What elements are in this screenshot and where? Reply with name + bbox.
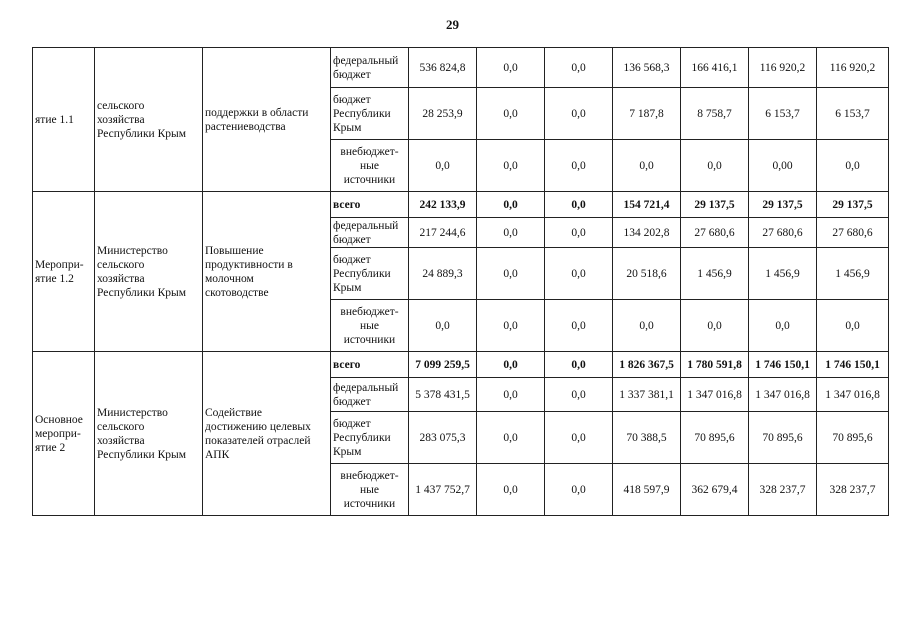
event-cell: ятие 1.1 [33,48,95,192]
value-cell: 217 244,6 [409,218,477,248]
value-cell: 1 347 016,8 [817,378,889,412]
value-cell: 24 889,3 [409,248,477,300]
source-cell: бюджет Республики Крым [331,88,409,140]
source-cell: бюджет Республики Крым [331,412,409,464]
value-cell: 0,0 [817,140,889,192]
value-cell: 0,0 [477,218,545,248]
value-cell: 1 780 591,8 [681,352,749,378]
value-cell: 1 437 752,7 [409,464,477,516]
event-cell: Основное меропри- ятие 2 [33,352,95,516]
value-cell: 0,0 [681,300,749,352]
value-cell: 0,0 [545,412,613,464]
value-cell: 1 746 150,1 [817,352,889,378]
page-number: 29 [446,17,459,32]
source-cell: всего [331,192,409,218]
value-cell: 0,0 [545,248,613,300]
value-cell: 116 920,2 [817,48,889,88]
value-cell: 0,0 [749,300,817,352]
value-cell: 29 137,5 [749,192,817,218]
value-cell: 166 416,1 [681,48,749,88]
table-row [33,48,889,88]
value-cell: 1 456,9 [749,248,817,300]
value-cell: 6 153,7 [749,88,817,140]
value-cell: 0,0 [545,464,613,516]
value-cell: 0,0 [477,352,545,378]
source-cell: всего [331,352,409,378]
value-cell: 328 237,7 [749,464,817,516]
value-cell: 418 597,9 [613,464,681,516]
value-cell: 1 347 016,8 [749,378,817,412]
budget-table [32,47,889,516]
table-row [33,352,889,378]
value-cell: 0,0 [477,248,545,300]
value-cell: 28 253,9 [409,88,477,140]
value-cell: 20 518,6 [613,248,681,300]
value-cell: 0,0 [545,88,613,140]
value-cell: 1 456,9 [817,248,889,300]
value-cell: 0,0 [477,464,545,516]
value-cell: 27 680,6 [749,218,817,248]
value-cell: 70 895,6 [681,412,749,464]
value-cell: 70 895,6 [817,412,889,464]
value-cell: 1 746 150,1 [749,352,817,378]
goal-cell: поддержки в области растениеводства [203,48,331,192]
value-cell: 0,00 [749,140,817,192]
table-row [33,192,889,218]
value-cell: 6 153,7 [817,88,889,140]
source-cell: внебюджет- ные источники [331,140,409,192]
value-cell: 5 378 431,5 [409,378,477,412]
goal-cell: Повышение продуктивности в молочном скотоводстве [203,192,331,352]
value-cell: 0,0 [477,412,545,464]
value-cell: 328 237,7 [817,464,889,516]
executor-cell: Министерство сельского хозяйства Республики Крым [95,192,203,352]
value-cell: 1 337 381,1 [613,378,681,412]
value-cell: 0,0 [613,300,681,352]
value-cell: 70 895,6 [749,412,817,464]
value-cell: 0,0 [545,48,613,88]
value-cell: 27 680,6 [817,218,889,248]
source-cell: федеральный бюджет [331,218,409,248]
value-cell: 116 920,2 [749,48,817,88]
value-cell: 29 137,5 [681,192,749,218]
value-cell: 7 187,8 [613,88,681,140]
value-cell: 0,0 [409,140,477,192]
value-cell: 134 202,8 [613,218,681,248]
value-cell: 0,0 [545,218,613,248]
value-cell: 0,0 [545,352,613,378]
value-cell: 0,0 [545,192,613,218]
value-cell: 27 680,6 [681,218,749,248]
event-cell: Меропри- ятие 1.2 [33,192,95,352]
value-cell: 536 824,8 [409,48,477,88]
value-cell: 283 075,3 [409,412,477,464]
value-cell: 0,0 [477,48,545,88]
value-cell: 0,0 [545,140,613,192]
source-cell: федеральный бюджет [331,378,409,412]
source-cell: бюджет Республики Крым [331,248,409,300]
value-cell: 362 679,4 [681,464,749,516]
value-cell: 0,0 [545,378,613,412]
value-cell: 0,0 [545,300,613,352]
source-cell: внебюджет- ные источники [331,464,409,516]
value-cell: 0,0 [477,378,545,412]
value-cell: 0,0 [409,300,477,352]
value-cell: 154 721,4 [613,192,681,218]
executor-cell: Министерство сельского хозяйства Республики Крым [95,352,203,516]
value-cell: 242 133,9 [409,192,477,218]
value-cell: 0,0 [613,140,681,192]
goal-cell: Содействие достижению целевых показателей отраслей АПК [203,352,331,516]
value-cell: 0,0 [477,88,545,140]
value-cell: 0,0 [477,300,545,352]
value-cell: 8 758,7 [681,88,749,140]
value-cell: 0,0 [681,140,749,192]
value-cell: 0,0 [817,300,889,352]
value-cell: 0,0 [477,140,545,192]
source-cell: федеральный бюджет [331,48,409,88]
value-cell: 136 568,3 [613,48,681,88]
value-cell: 0,0 [477,192,545,218]
value-cell: 29 137,5 [817,192,889,218]
value-cell: 1 456,9 [681,248,749,300]
value-cell: 1 826 367,5 [613,352,681,378]
value-cell: 70 388,5 [613,412,681,464]
value-cell: 1 347 016,8 [681,378,749,412]
source-cell: внебюджет- ные источники [331,300,409,352]
value-cell: 7 099 259,5 [409,352,477,378]
executor-cell: сельского хозяйства Республики Крым [95,48,203,192]
